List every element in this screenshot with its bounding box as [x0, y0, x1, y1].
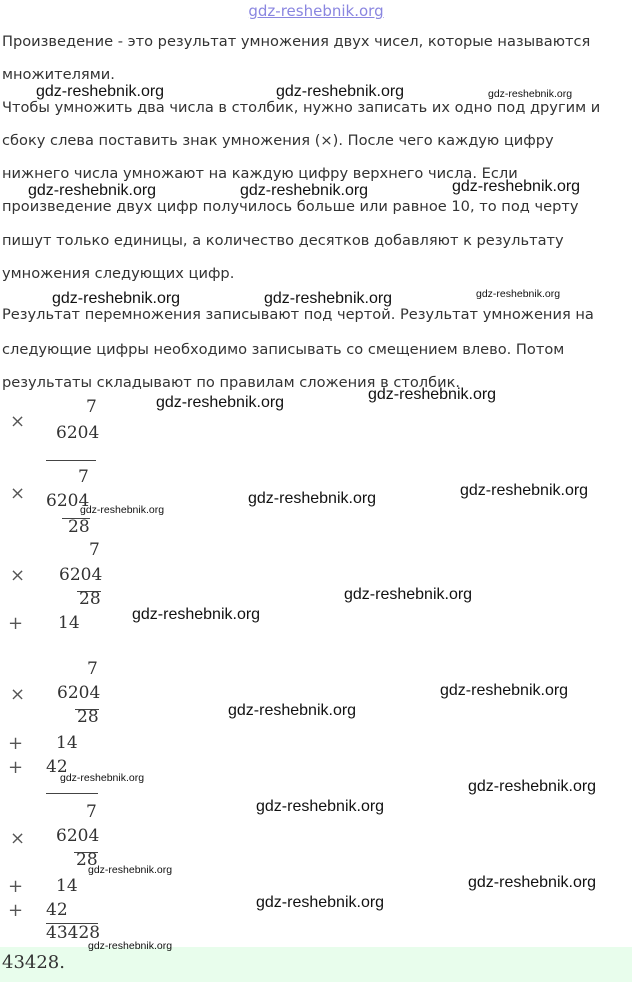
plus-sign: + — [8, 733, 24, 754]
plus-sign: + — [8, 613, 24, 634]
watermark: gdz-reshebnik.org — [476, 288, 561, 300]
watermark: gdz-reshebnik.org — [228, 702, 357, 719]
times-sign: × — [10, 684, 26, 705]
answer-value: 43428. — [2, 952, 65, 973]
multiplier: 7 — [86, 397, 97, 417]
partial-product: 42 — [46, 757, 68, 777]
text-line: результаты складывают по правилам сложения в столбик. — [2, 374, 461, 391]
watermark: gdz-reshebnik.org — [256, 798, 385, 815]
times-sign: × — [10, 483, 26, 504]
partial-product: 28 — [79, 589, 101, 609]
watermark: gdz-reshebnik.org — [52, 290, 181, 307]
text-line: множителями. — [2, 66, 115, 83]
text-line: умножения следующих цифр. — [2, 265, 235, 282]
watermark: gdz-reshebnik.org — [452, 178, 581, 195]
multiplier: 7 — [89, 540, 100, 560]
multiplicand: 6204 — [59, 565, 103, 585]
watermark: gdz-reshebnik.org — [468, 874, 597, 891]
text-line: Чтобы умножить два числа в столбик, нужно записать их одно под другим и — [2, 99, 601, 116]
text-line: следующие цифры необходимо записывать со смещением влево. Потом — [2, 341, 565, 358]
times-sign: × — [10, 828, 26, 849]
watermark: gdz-reshebnik.org — [344, 586, 473, 603]
text-line: нижнего числа умножают на каждую цифру верхнего числа. Если — [2, 165, 518, 182]
partial-product: 42 — [46, 900, 68, 920]
times-sign: × — [10, 565, 26, 586]
divider-line — [46, 460, 96, 461]
partial-product: 14 — [56, 876, 78, 896]
watermark: gdz-reshebnik.org — [80, 504, 165, 516]
plus-sign: + — [8, 876, 24, 897]
plus-sign: + — [8, 900, 24, 921]
multiplier: 7 — [87, 659, 98, 679]
watermark: gdz-reshebnik.org — [276, 83, 405, 100]
watermark: gdz-reshebnik.org — [88, 940, 173, 952]
watermark: gdz-reshebnik.org — [88, 864, 173, 876]
watermark: gdz-reshebnik.org — [60, 772, 145, 784]
multiplier: 7 — [78, 467, 89, 487]
multiplicand: 6204 — [56, 423, 100, 443]
multiplicand: 6204 — [57, 683, 101, 703]
watermark: gdz-reshebnik.org — [460, 482, 589, 499]
times-sign: × — [10, 411, 26, 432]
text-line: произведение двух цифр получилось больше или равное 10, то под черту — [2, 198, 579, 215]
watermark: gdz-reshebnik.org — [240, 182, 369, 199]
partial-product: 14 — [56, 733, 78, 753]
answer-panel — [0, 947, 632, 982]
site-title[interactable]: gdz-reshebnik.org — [248, 2, 384, 20]
text-line: Результат перемножения записывают под чертой. Результат умножения на — [2, 306, 594, 323]
partial-product: 28 — [68, 517, 90, 537]
watermark: gdz-reshebnik.org — [468, 778, 597, 795]
watermark: gdz-reshebnik.org — [36, 83, 165, 100]
partial-product: 28 — [77, 707, 99, 727]
partial-product: 28 — [76, 850, 98, 870]
text-line: сбоку слева поставить знак умножения (×). После чего каждую цифру — [2, 132, 554, 149]
watermark: gdz-reshebnik.org — [132, 606, 261, 623]
text-line: пишут только единицы, а количество десятков добавляют к результату — [2, 232, 564, 249]
watermark: gdz-reshebnik.org — [248, 490, 377, 507]
watermark: gdz-reshebnik.org — [440, 682, 569, 699]
text-line: Произведение - это результат умножения двух чисел, которые называются — [2, 33, 591, 50]
partial-product: 14 — [58, 613, 80, 633]
watermark: gdz-reshebnik.org — [488, 88, 573, 100]
multiplicand: 6204 — [56, 826, 100, 846]
multiplication-result: 43428 — [46, 923, 101, 943]
multiplier: 7 — [86, 802, 97, 822]
watermark: gdz-reshebnik.org — [156, 394, 285, 411]
watermark: gdz-reshebnik.org — [368, 386, 497, 403]
watermark: gdz-reshebnik.org — [256, 894, 385, 911]
multiplicand: 6204 — [46, 491, 90, 511]
plus-sign: + — [8, 757, 24, 778]
watermark: gdz-reshebnik.org — [28, 182, 157, 199]
watermark: gdz-reshebnik.org — [264, 290, 393, 307]
divider-line — [46, 793, 98, 794]
